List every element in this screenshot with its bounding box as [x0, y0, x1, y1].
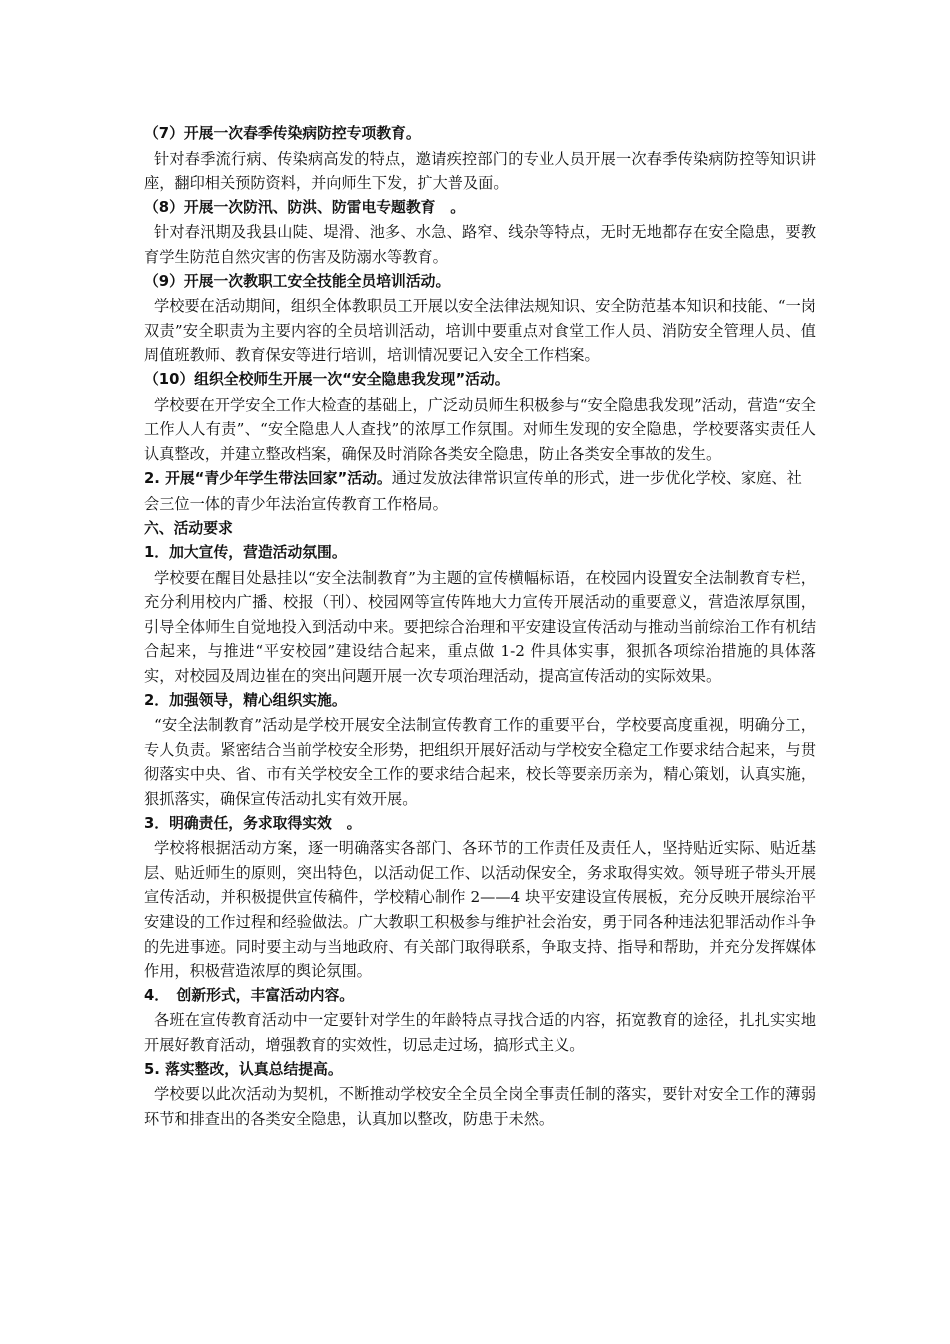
requirement-heading-2: 2．加强领导，精心组织实施。 [144, 691, 347, 709]
section-heading-8: （8）开展一次防汛、防洪、防雷电专题教育 。 [144, 198, 466, 216]
requirement-body-1: 学校要在醒目处悬挂以“安全法制教育”为主题的宣传横幅标语，在校园内设置安全法制教育专栏，充分利用校内广播、校报（刊）、校园网等宣传阵地大力宣传开展活动的重要意义，营造浓厚氛围，引导全体师生自觉地投入到活动中来。要把综合治理和平安建设宣传活动与推动当前综治工作有机结合起来，与推进“平安校园”建设结合起来，重点做 1-2 件具体实事，狠抓各项综治措施的具体落实，对校园及周边崔在的突出问题开展一次专项治理活动，提高宣传活动的实际效果。 [144, 568, 816, 686]
section-6-title: 六、活动要求 [144, 519, 233, 537]
item-2-text: 通过发放法律常识宣传单的形式，进一步优化学校、家庭、社会三位一体的青少年法治宣传教育工作格局。 [144, 469, 802, 513]
item-2-lead: 2. 开展“青少年学生带法回家”活动。 [144, 470, 392, 488]
item-2-paragraph [144, 466, 816, 516]
section-heading-10: （10）组织全校师生开展一次“安全隐患我发现”活动。 [144, 370, 510, 388]
requirement-body-4: 各班在宣传教育活动中一定要针对学生的年龄特点寻找合适的内容，拓宽教育的途径，扎扎实实地开展好教育活动，增强教育的实效性，切忌走过场，搞形式主义。 [144, 1011, 816, 1054]
requirement-heading-3: 3．明确责任，务求取得实效 。 [144, 814, 362, 832]
document-body [144, 122, 816, 1131]
section-body-9: 学校要在活动期间，组织全体教职员工开展以安全法律法规知识、安全防范基本知识和技能、“一岗双责”安全职责为主要内容的全员培训活动，培训中要重点对食堂工作人员、消防安全管理人员、值周值班教师、教育保安等进行培训，培训情况要记入安全工作档案。 [144, 297, 816, 365]
section-body-7: 针对春季流行病、传染病高发的特点，邀请疾控部门的专业人员开展一次春季传染病防控等知识讲座，翻印相关预防资料，并向师生下发，扩大普及面。 [144, 149, 816, 193]
requirement-heading-4: 4． 创新形式，丰富活动内容。 [144, 986, 355, 1004]
section-body-10: 学校要在开学安全工作大检查的基础上，广泛动员师生积极参与“安全隐患我发现”活动，营造“安全工作人人有责”、“安全隐患人人查找”的浓厚工作氛围。对师生发现的安全隐患，学校要落实责任人认真整改，并建立整改档案，确保及时消除各类安全隐患，防止各类安全事故的发生。 [144, 395, 816, 463]
requirement-heading-1: 1．加大宣传，营造活动氛围。 [144, 544, 347, 562]
section-heading-9: （9）开展一次教职工安全技能全员培训活动。 [144, 272, 451, 290]
requirement-body-2: “安全法制教育”活动是学校开展安全法制宣传教育工作的重要平台，学校要高度重视，明确分工，专人负责。紧密结合当前学校安全形势，把组织开展好活动与学校安全稳定工作要求结合起来，与贯彻落实中央、省、市有关学校安全工作的要求结合起来，校长等要亲历亲为，精心策划，认真实施，狠抓落实，确保宣传活动扎实有效开展。 [144, 716, 816, 809]
requirement-body-5: 学校要以此次活动为契机，不断推动学校安全全员全岗全事责任制的落实，要针对安全工作的薄弱环节和排查出的各类安全隐患，认真加以整改，防患于未然。 [144, 1085, 816, 1128]
requirement-heading-5: 5. 落实整改，认真总结提高。 [144, 1060, 343, 1078]
section-heading-7: （7）开展一次春季传染病防控专项教育。 [144, 125, 421, 142]
section-body-8: 针对春汛期及我县山陡、堤滑、池多、水急、路窄、线杂等特点，无时无地都存在安全隐患，要教育学生防范自然灾害的伤害及防溺水等教育。 [144, 223, 816, 266]
requirement-body-3: 学校将根据活动方案，逐一明确落实各部门、各环节的工作责任及责任人，坚持贴近实际、贴近基层、贴近师生的原则，突出特色，以活动促工作、以活动保安全，务求取得实效。领导班子带头开展宣传活动，并积极提供宣传稿件，学校精心制作 2——4 块平安建设宣传展板，充分反映开展综治平安建设的工作过程和经验做法。广大教职工积极参与维护社会治安，勇于同各种违法犯罪活动作斗争的先进事迹。同时要主动与当地政府、有关部门取得联系，争取支持、指导和帮助，并充分发挥媒体作用，积极营造浓厚的舆论氛围。 [144, 839, 816, 981]
